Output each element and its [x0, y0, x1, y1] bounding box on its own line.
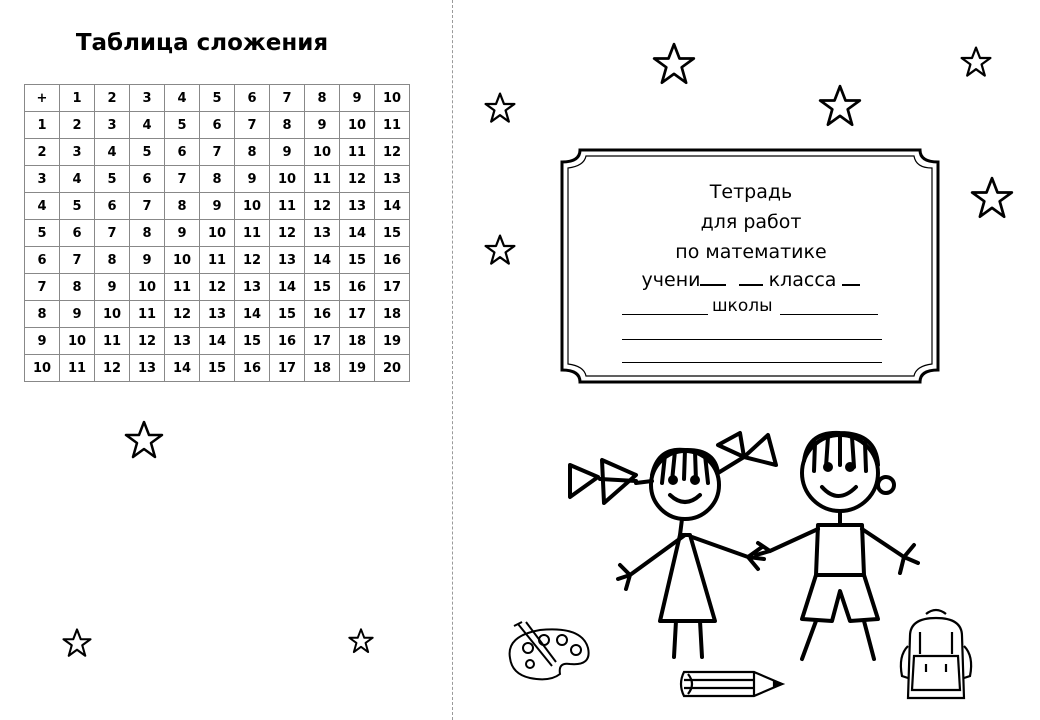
table-row — [25, 247, 410, 274]
table-cell: 12 — [95, 355, 130, 382]
table-header-cell: 2 — [95, 85, 130, 112]
table-cell: 15 — [200, 355, 235, 382]
table-row-label: 6 — [25, 247, 60, 274]
table-cell: 19 — [375, 328, 410, 355]
table-header-row — [25, 85, 410, 112]
paint-palette-icon — [500, 618, 596, 682]
table-cell: 12 — [165, 301, 200, 328]
star-icon — [970, 176, 1014, 220]
table-cell: 15 — [270, 301, 305, 328]
table-cell: 10 — [305, 139, 340, 166]
table-cell: 8 — [235, 139, 270, 166]
table-cell: 10 — [95, 301, 130, 328]
table-cell: 11 — [130, 301, 165, 328]
table-cell: 11 — [200, 247, 235, 274]
name-line-2[interactable] — [622, 362, 882, 363]
star-icon — [124, 420, 164, 460]
class-letter-blank[interactable] — [842, 266, 860, 286]
star-icon — [484, 234, 516, 266]
table-cell: 20 — [375, 355, 410, 382]
star-icon — [484, 92, 516, 124]
table-cell: 12 — [375, 139, 410, 166]
table-cell: 5 — [95, 166, 130, 193]
table-cell: 13 — [305, 220, 340, 247]
table-header-cell: 5 — [200, 85, 235, 112]
table-row-label: 5 — [25, 220, 60, 247]
table-cell: 11 — [95, 328, 130, 355]
table-cell: 7 — [95, 220, 130, 247]
table-cell: 15 — [375, 220, 410, 247]
table-cell: 7 — [165, 166, 200, 193]
table-cell: 15 — [235, 328, 270, 355]
table-cell: 13 — [270, 247, 305, 274]
table-row-label: 2 — [25, 139, 60, 166]
table-cell: 16 — [270, 328, 305, 355]
star-icon — [652, 42, 696, 86]
table-cell: 11 — [60, 355, 95, 382]
table-header-cell: 4 — [165, 85, 200, 112]
table-row — [25, 274, 410, 301]
cover-title-math: по математике — [675, 241, 827, 263]
table-header-cell: 10 — [375, 85, 410, 112]
kids-illustration — [540, 425, 920, 665]
table-cell: 18 — [305, 355, 340, 382]
table-row-label: 10 — [25, 355, 60, 382]
table-header-cell: + — [25, 85, 60, 112]
table-cell: 13 — [340, 193, 375, 220]
table-cell: 5 — [165, 112, 200, 139]
school-name-blank[interactable] — [780, 314, 878, 315]
table-cell: 8 — [270, 112, 305, 139]
table-cell: 12 — [235, 247, 270, 274]
table-cell: 12 — [200, 274, 235, 301]
table-cell: 17 — [305, 328, 340, 355]
table-cell: 13 — [235, 274, 270, 301]
table-row — [25, 301, 410, 328]
table-cell: 7 — [60, 247, 95, 274]
table-cell: 2 — [60, 112, 95, 139]
table-cell: 12 — [270, 220, 305, 247]
table-cell: 6 — [95, 193, 130, 220]
table-cell: 10 — [165, 247, 200, 274]
table-cell: 16 — [375, 247, 410, 274]
table-cell: 11 — [235, 220, 270, 247]
table-cell: 16 — [305, 301, 340, 328]
table-row-label: 1 — [25, 112, 60, 139]
table-cell: 13 — [130, 355, 165, 382]
table-cell: 10 — [200, 220, 235, 247]
table-cell: 3 — [95, 112, 130, 139]
cover-title-for-works: для работ — [700, 211, 802, 233]
table-row — [25, 112, 410, 139]
student-line — [566, 265, 936, 295]
table-cell: 3 — [60, 139, 95, 166]
table-cell: 10 — [130, 274, 165, 301]
table-header-cell: 6 — [235, 85, 270, 112]
class-label: класса — [768, 269, 837, 291]
table-cell: 9 — [95, 274, 130, 301]
table-cell: 8 — [165, 193, 200, 220]
star-icon — [818, 84, 862, 128]
table-cell: 12 — [340, 166, 375, 193]
student-blank[interactable] — [700, 266, 726, 286]
table-cell: 9 — [60, 301, 95, 328]
table-cell: 15 — [305, 274, 340, 301]
class-number-blank[interactable] — [739, 266, 763, 286]
table-header-cell: 8 — [305, 85, 340, 112]
table-cell: 13 — [165, 328, 200, 355]
star-icon — [348, 628, 374, 654]
table-cell: 6 — [60, 220, 95, 247]
table-cell: 14 — [270, 274, 305, 301]
addition-table — [24, 84, 410, 382]
school-label: школы — [712, 296, 773, 316]
table-cell: 13 — [375, 166, 410, 193]
star-icon — [62, 628, 92, 658]
table-cell: 7 — [130, 193, 165, 220]
pencil-icon — [676, 664, 788, 704]
table-cell: 8 — [130, 220, 165, 247]
table-cell: 4 — [95, 139, 130, 166]
table-cell: 4 — [130, 112, 165, 139]
table-cell: 17 — [270, 355, 305, 382]
table-row-label: 3 — [25, 166, 60, 193]
table-cell: 17 — [340, 301, 375, 328]
table-row — [25, 139, 410, 166]
table-cell: 9 — [270, 139, 305, 166]
table-header-cell: 3 — [130, 85, 165, 112]
table-cell: 15 — [340, 247, 375, 274]
table-cell: 6 — [200, 112, 235, 139]
table-cell: 14 — [305, 247, 340, 274]
table-row — [25, 220, 410, 247]
table-cell: 11 — [270, 193, 305, 220]
table-cell: 7 — [235, 112, 270, 139]
table-cell: 13 — [200, 301, 235, 328]
table-row-label: 9 — [25, 328, 60, 355]
table-cell: 11 — [340, 139, 375, 166]
table-cell: 12 — [130, 328, 165, 355]
table-row — [25, 355, 410, 382]
table-cell: 10 — [235, 193, 270, 220]
table-row-label: 7 — [25, 274, 60, 301]
table-cell: 18 — [340, 328, 375, 355]
table-cell: 14 — [235, 301, 270, 328]
table-cell: 16 — [340, 274, 375, 301]
table-cell: 14 — [375, 193, 410, 220]
table-cell: 18 — [375, 301, 410, 328]
star-icon — [960, 46, 992, 78]
school-number-blank[interactable] — [622, 314, 708, 315]
table-cell: 14 — [165, 355, 200, 382]
table-cell: 9 — [130, 247, 165, 274]
table-cell: 7 — [200, 139, 235, 166]
table-row-label: 8 — [25, 301, 60, 328]
table-cell: 14 — [200, 328, 235, 355]
table-cell: 11 — [165, 274, 200, 301]
table-cell: 8 — [200, 166, 235, 193]
table-cell: 11 — [305, 166, 340, 193]
table-cell: 6 — [165, 139, 200, 166]
table-cell: 10 — [270, 166, 305, 193]
table-cell: 19 — [340, 355, 375, 382]
table-cell: 9 — [200, 193, 235, 220]
table-cell: 17 — [375, 274, 410, 301]
backpack-icon — [896, 606, 976, 706]
boy-figure — [756, 433, 918, 659]
table-cell: 5 — [60, 193, 95, 220]
page-title: Таблица сложения — [75, 30, 329, 56]
table-cell: 10 — [60, 328, 95, 355]
table-row — [25, 328, 410, 355]
table-cell: 9 — [165, 220, 200, 247]
table-cell: 5 — [130, 139, 165, 166]
school-line — [620, 296, 880, 318]
table-cell: 14 — [340, 220, 375, 247]
table-cell: 6 — [130, 166, 165, 193]
table-row — [25, 166, 410, 193]
table-cell: 8 — [95, 247, 130, 274]
table-cell: 10 — [340, 112, 375, 139]
table-cell: 4 — [60, 166, 95, 193]
student-label: учени — [641, 269, 701, 291]
left-page — [0, 0, 452, 720]
table-row-label: 4 — [25, 193, 60, 220]
page-fold-line — [452, 0, 453, 720]
table-row — [25, 193, 410, 220]
table-cell: 11 — [375, 112, 410, 139]
table-header-cell: 9 — [340, 85, 375, 112]
table-header-cell: 1 — [60, 85, 95, 112]
table-cell: 16 — [235, 355, 270, 382]
table-cell: 12 — [305, 193, 340, 220]
cover-title-notebook: Тетрадь — [709, 181, 793, 203]
table-header-cell: 7 — [270, 85, 305, 112]
addition-table-body — [25, 85, 410, 382]
girl-figure — [570, 433, 776, 657]
table-cell: 9 — [305, 112, 340, 139]
table-cell: 8 — [60, 274, 95, 301]
table-cell: 9 — [235, 166, 270, 193]
name-line-1[interactable] — [622, 339, 882, 340]
